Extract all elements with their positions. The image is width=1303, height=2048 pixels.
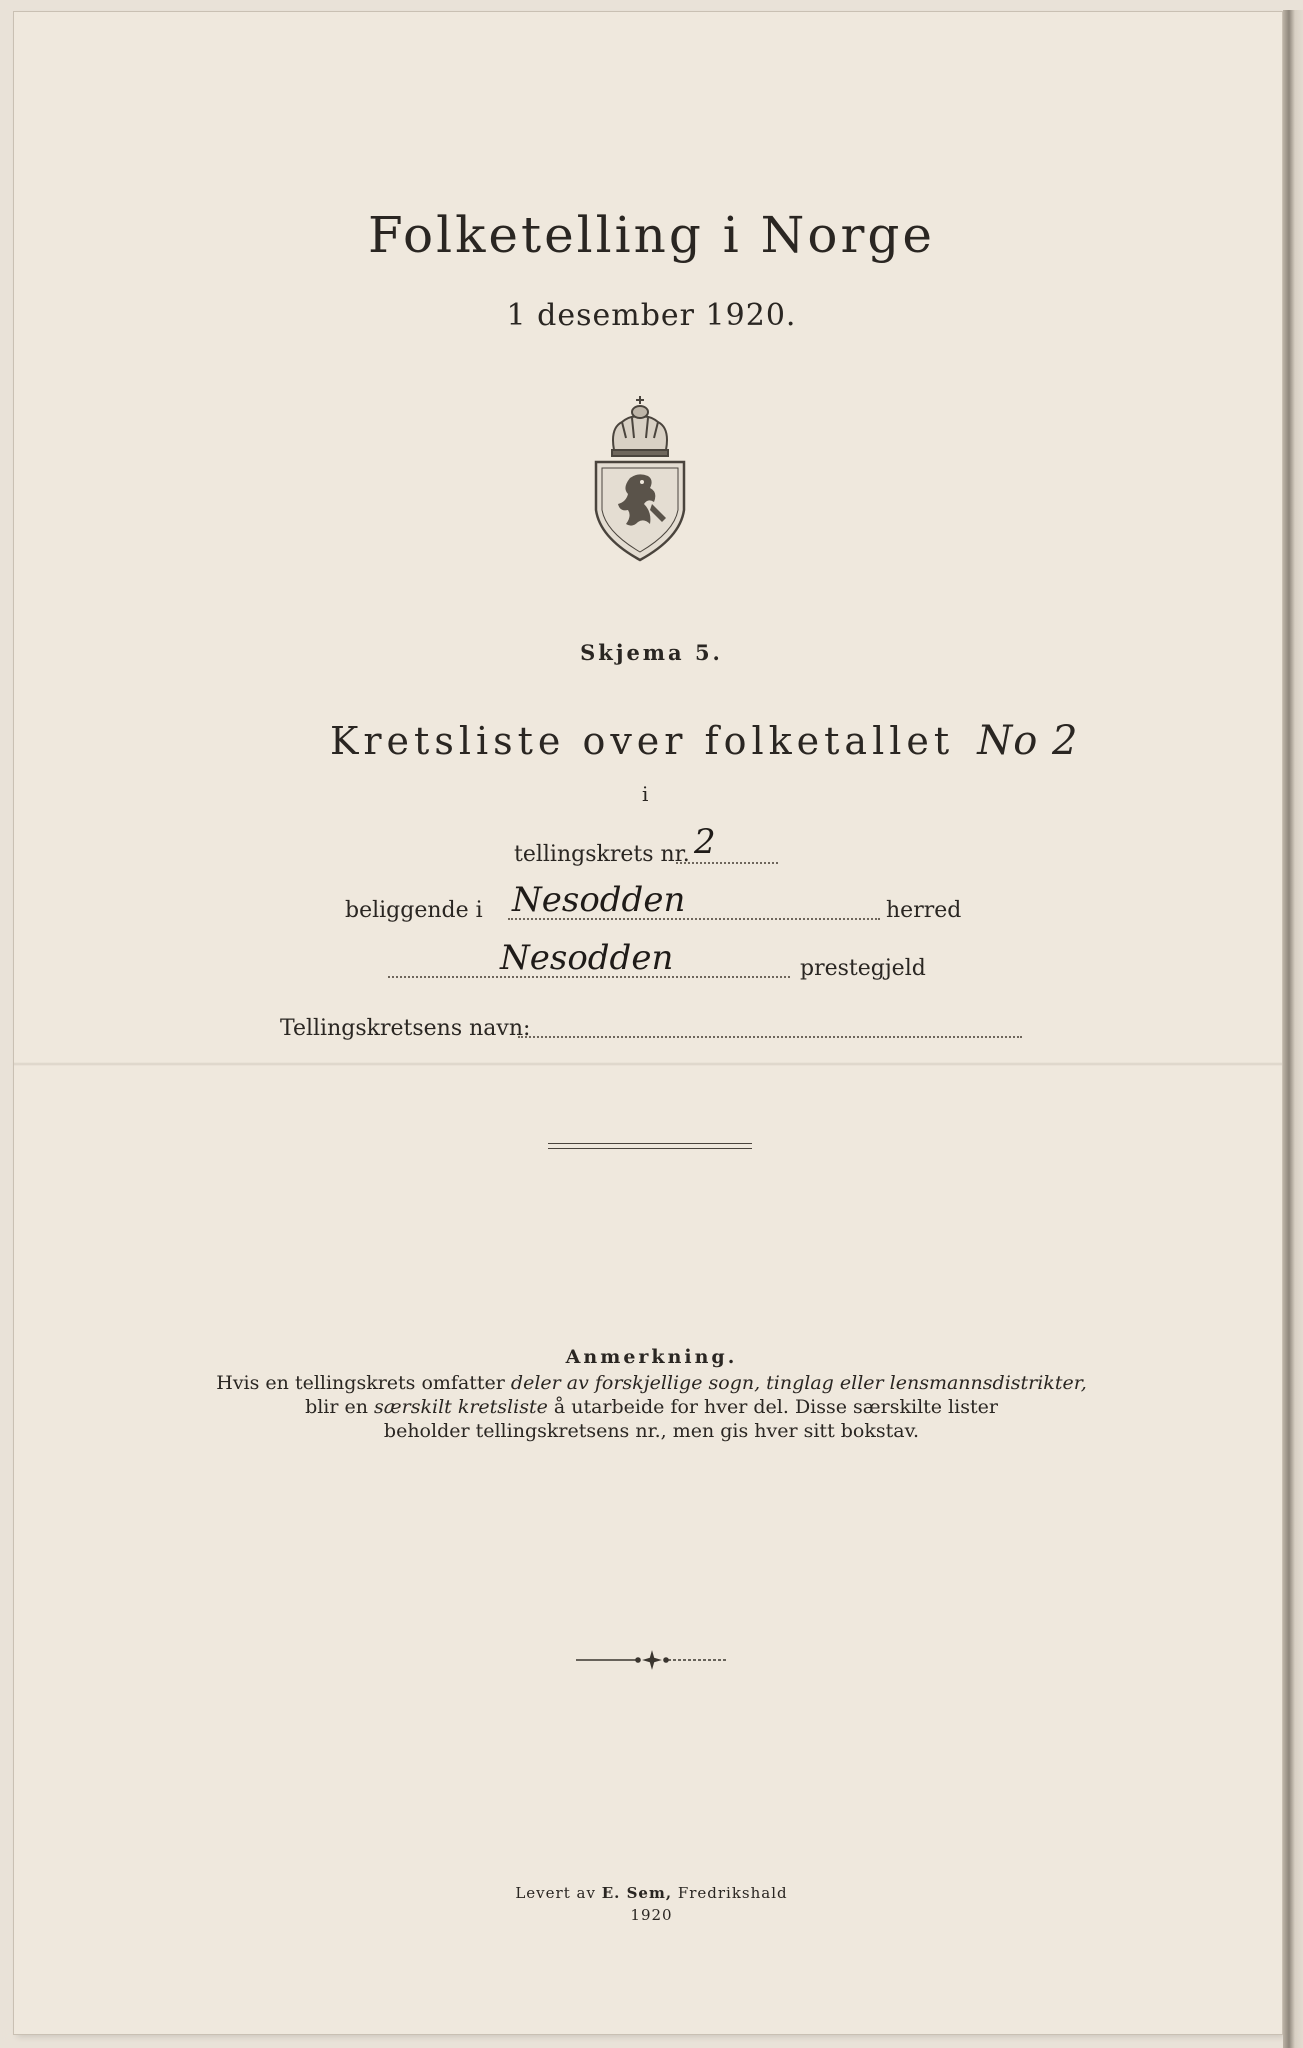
note-line-1-a: Hvis en tellingskrets omfatter: [216, 1372, 511, 1394]
schema-label: Skjema 5.: [580, 640, 723, 665]
note-line-2-a: blir en: [305, 1396, 375, 1418]
tellingskrets-label: tellingskrets nr.: [514, 842, 690, 867]
list-heading-text: Kretsliste over folketallet: [330, 719, 955, 763]
separator-rule: [548, 1143, 752, 1149]
note-title: Anmerkning.: [565, 1346, 738, 1368]
tellingskrets-value[interactable]: 2: [694, 822, 716, 862]
list-heading: [330, 718, 1078, 764]
printer-name: E. Sem,: [601, 1884, 673, 1902]
printer-credit: [0, 1884, 1303, 1902]
prestegjeld-value[interactable]: Nesodden: [500, 938, 674, 978]
census-date: 1 desember 1920.: [506, 298, 797, 333]
list-number-handwritten: No 2: [977, 718, 1079, 764]
note-line-3: beholder tellingskretsens nr., men gis hver sitt bokstav.: [383, 1420, 920, 1442]
page-fold: [14, 1062, 1282, 1066]
document-title: Folketelling i Norge: [368, 206, 935, 264]
beliggende-label: beliggende i: [345, 898, 483, 923]
herred-label: herred: [886, 898, 962, 923]
note-line-1-b: deler av forskjellige sogn, tinglag eller lensmannsdistrikter,: [510, 1372, 1087, 1394]
ornament-divider-icon: [576, 1650, 728, 1670]
printer-place: Fredrikshald: [672, 1884, 788, 1902]
navn-line[interactable]: [518, 1036, 1022, 1038]
prestegjeld-label: prestegjeld: [800, 956, 926, 981]
navn-label: Tellingskretsens navn:: [280, 1016, 531, 1041]
note-line-2-b: særskilt kretsliste: [374, 1396, 548, 1418]
herred-value[interactable]: Nesodden: [512, 880, 686, 920]
tellingskrets-line: [676, 862, 778, 864]
printer-prefix: Levert av: [515, 1884, 602, 1902]
coat-of-arms-icon: [592, 392, 688, 564]
note-line-2: [0, 1396, 1303, 1419]
printer-year: 1920: [630, 1906, 673, 1924]
preposition: i: [642, 782, 649, 806]
note-line-2-c: å utarbeide for hver del. Disse særskilte lister: [547, 1396, 998, 1418]
note-line-1: [0, 1372, 1303, 1395]
